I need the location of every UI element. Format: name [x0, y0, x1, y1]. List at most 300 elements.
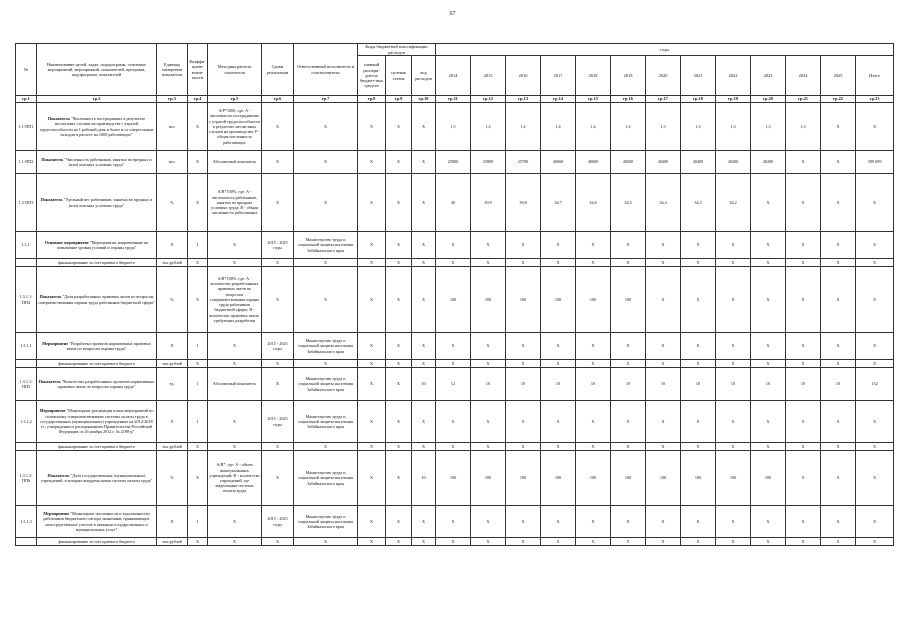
- cell-year-value: 25700: [506, 151, 541, 174]
- cell-b3: X: [412, 360, 436, 368]
- row-name-text: финансирование за счет краевого бюджета: [58, 360, 135, 366]
- cell-year-value: X: [856, 232, 894, 259]
- cell-year-value: X: [856, 259, 894, 267]
- cell-year-value: 100: [576, 267, 611, 333]
- cell-year-value: 10: [716, 368, 751, 401]
- cell-year-value: 100: [611, 451, 646, 506]
- cell-year-value: 10: [471, 368, 506, 401]
- cell-year-value: X: [611, 259, 646, 267]
- cell-method: А/В*100%, где: А - количество разработанных правовых актов по вопросам совершенствования охраны труда работников бюджетной сферы; В - количество правовых актов, требующих разработки: [208, 267, 262, 333]
- cell-year-value: X: [751, 174, 786, 232]
- cell-year-value: X: [821, 232, 856, 259]
- cell-year-value: 34,2: [716, 174, 751, 232]
- cell-year-value: X: [681, 443, 716, 451]
- cell-b1: X: [358, 506, 386, 538]
- row-name-text: "Мониторинг численности и задолженности работников бюджетного сектора экономики, принимающих непосредственное участие в оказании государственных и муниципальных услуг": [43, 511, 150, 532]
- column-number: гр.12: [471, 96, 506, 103]
- cell-method: X: [208, 333, 262, 360]
- cell-unit: ед.: [157, 368, 188, 401]
- column-number: гр.1: [16, 96, 37, 103]
- column-number: гр.5: [208, 96, 262, 103]
- cell-b3: X: [412, 267, 436, 333]
- cell-coef: 1: [188, 232, 208, 259]
- cell-year-value: 1,3: [646, 103, 681, 151]
- cell-year-value: X: [786, 443, 821, 451]
- cell-b2: X: [386, 267, 412, 333]
- cell-year-value: 1,4: [471, 103, 506, 151]
- cell-b3: X: [412, 538, 436, 546]
- row-name-lead: Мероприятие: [43, 511, 70, 517]
- cell-unit: чел.: [157, 151, 188, 174]
- cell-year-value: X: [436, 443, 471, 451]
- cell-b1: X: [358, 368, 386, 401]
- cell-b2: X: [386, 401, 412, 443]
- cell-year-value: X: [751, 401, 786, 443]
- cell-year-value: X: [716, 360, 751, 368]
- row-name-lead: Основное мероприятие: [44, 239, 89, 245]
- table-row: [16, 401, 894, 443]
- cell-b2: X: [386, 451, 412, 506]
- cell-method: X: [208, 360, 262, 368]
- column-number: гр.16: [611, 96, 646, 103]
- cell-b3: 10: [412, 451, 436, 506]
- cell-b2: X: [386, 151, 412, 174]
- cell-b1: X: [358, 451, 386, 506]
- cell-year-value: 25800: [471, 151, 506, 174]
- column-number: гр.14: [541, 96, 576, 103]
- row-name-text: "Количество разработанных проектов нормативных правовых актов по вопросам охраны труда": [57, 378, 155, 389]
- cell-method: X: [208, 401, 262, 443]
- row-code: 1.2-ПП3: [16, 174, 37, 232]
- cell-b1: X: [358, 151, 386, 174]
- cell-unit: X: [157, 333, 188, 360]
- cell-year-value: X: [436, 506, 471, 538]
- cell-year-value: X: [681, 401, 716, 443]
- cell-b2: X: [386, 232, 412, 259]
- header-year: 2017: [541, 56, 576, 96]
- column-number: гр.7: [294, 96, 358, 103]
- header-years: годы: [436, 44, 894, 56]
- cell-coef: X: [188, 259, 208, 267]
- cell-year-value: X: [751, 267, 786, 333]
- cell-year-value: X: [471, 538, 506, 546]
- cell-year-value: X: [506, 360, 541, 368]
- cell-year-value: X: [786, 232, 821, 259]
- column-number: гр.9: [386, 96, 412, 103]
- cell-year-value: X: [471, 401, 506, 443]
- cell-year-value: X: [681, 333, 716, 360]
- cell-year-value: X: [786, 401, 821, 443]
- row-code: 1.1-ПП2: [16, 151, 37, 174]
- cell-year-value: 399 699: [856, 151, 894, 174]
- cell-resp: Министерство труда и социальной защиты населения Забайкальского края: [294, 333, 358, 360]
- cell-b1: X: [358, 538, 386, 546]
- cell-year-value: 100: [751, 451, 786, 506]
- cell-year-value: 10: [646, 368, 681, 401]
- cell-year-value: 40200: [751, 151, 786, 174]
- header-budget-article: целевая статья: [386, 56, 412, 96]
- cell-coef: X: [188, 151, 208, 174]
- cell-year-value: 10: [786, 368, 821, 401]
- row-code: 1.3.1.1-ПП4: [16, 267, 37, 333]
- cell-year-value: 1,5: [436, 103, 471, 151]
- cell-year-value: X: [681, 267, 716, 333]
- cell-year-value: 100: [716, 451, 751, 506]
- row-name-text: "Мероприятия, направленные на повышение уровня условий и охраны труда": [56, 239, 149, 250]
- cell-year-value: X: [506, 333, 541, 360]
- cell-coef: X: [188, 103, 208, 151]
- cell-year-value: X: [786, 360, 821, 368]
- table-row: [16, 151, 894, 174]
- row-name: [37, 538, 157, 546]
- row-name-text: "Разработка проектов нормативных правовых актов по вопросам охраны труда": [66, 340, 151, 351]
- cell-year-value: X: [681, 538, 716, 546]
- cell-year-value: 10: [576, 368, 611, 401]
- header-year: 2014: [436, 56, 471, 96]
- column-numbers-row: [16, 96, 894, 103]
- table-row: [16, 103, 894, 151]
- cell-year-value: X: [471, 232, 506, 259]
- cell-method: А/В*, где: А - объем вышеуказанных учреждений; В - количество учреждений, где выделенные системы оплаты труда: [208, 451, 262, 506]
- cell-year-value: X: [821, 538, 856, 546]
- header-year: 2016: [506, 56, 541, 96]
- cell-year-value: X: [751, 333, 786, 360]
- cell-year-value: X: [716, 333, 751, 360]
- cell-year-value: 100: [541, 267, 576, 333]
- cell-unit: %: [157, 267, 188, 333]
- cell-year-value: X: [576, 538, 611, 546]
- cell-year-value: X: [786, 333, 821, 360]
- cell-term: 2015 - 2025 годы: [262, 232, 294, 259]
- cell-coef: 1: [188, 368, 208, 401]
- cell-year-value: X: [751, 232, 786, 259]
- cell-year-value: X: [716, 401, 751, 443]
- cell-b3: X: [412, 443, 436, 451]
- row-name-text: "Численность работников, занятых во вредных и (или) опасных условиях труда": [63, 156, 152, 167]
- cell-year-value: X: [716, 232, 751, 259]
- cell-unit: чел.: [157, 103, 188, 151]
- header-budget-expense: код расходов: [412, 56, 436, 96]
- column-number: гр.21: [786, 96, 821, 103]
- cell-b1: X: [358, 333, 386, 360]
- row-name: [37, 267, 157, 333]
- cell-term: X: [262, 267, 294, 333]
- cell-year-value: X: [506, 506, 541, 538]
- row-name-text: финансирование за счет краевого бюджета: [58, 443, 135, 449]
- cell-year-value: 40: [436, 174, 471, 232]
- column-number: гр.22: [821, 96, 856, 103]
- cell-b2: X: [386, 360, 412, 368]
- cell-year-value: X: [716, 259, 751, 267]
- cell-resp: X: [294, 103, 358, 151]
- cell-b3: X: [412, 506, 436, 538]
- cell-year-value: X: [611, 538, 646, 546]
- page-number: 67: [449, 11, 456, 17]
- row-name: [37, 443, 157, 451]
- row-name: [37, 368, 157, 401]
- cell-year-value: X: [786, 174, 821, 232]
- cell-year-value: 100: [646, 451, 681, 506]
- cell-method: А/В*100%, где: А - численность работников, занятых во вредных условиях труда; В - общая численность работающих: [208, 174, 262, 232]
- cell-year-value: 40300: [716, 151, 751, 174]
- cell-resp: X: [294, 151, 358, 174]
- cell-year-value: X: [786, 151, 821, 174]
- cell-year-value: X: [611, 506, 646, 538]
- row-name: [37, 333, 157, 360]
- cell-year-value: X: [786, 451, 821, 506]
- row-code: [16, 443, 37, 451]
- cell-year-value: X: [646, 506, 681, 538]
- cell-year-value: X: [856, 538, 894, 546]
- cell-year-value: X: [506, 401, 541, 443]
- cell-year-value: 132: [856, 368, 894, 401]
- cell-year-value: 25800: [436, 151, 471, 174]
- cell-year-value: 100: [541, 451, 576, 506]
- cell-resp: Министерство труда и социальной защиты населения Забайкальского края: [294, 232, 358, 259]
- cell-method: А/Р*1000, где: А - численность пострадавших с утратой трудоспособности в результате несчастных случаев на производстве; Р - общая численность работающих: [208, 103, 262, 151]
- cell-year-value: 39,8: [506, 174, 541, 232]
- row-name-lead: Показатель: [41, 156, 64, 162]
- row-name: [37, 174, 157, 232]
- cell-resp: X: [294, 360, 358, 368]
- cell-year-value: 40500: [611, 151, 646, 174]
- cell-year-value: X: [436, 401, 471, 443]
- cell-year-value: X: [681, 259, 716, 267]
- cell-term: 2015 - 2025 годы: [262, 401, 294, 443]
- cell-term: X: [262, 151, 294, 174]
- header-year: 2023: [751, 56, 786, 96]
- cell-year-value: 1,4: [576, 103, 611, 151]
- cell-year-value: X: [786, 538, 821, 546]
- row-name: [37, 451, 157, 506]
- cell-unit: тыс.рублей: [157, 259, 188, 267]
- table-row: [16, 333, 894, 360]
- header-budget-codes: Коды бюджетной классификации расходов: [358, 44, 436, 56]
- cell-year-value: 40400: [646, 151, 681, 174]
- cell-coef: X: [188, 174, 208, 232]
- header-name: Наименование целей, задач, подпрограмм, основных мероприятий, мероприятий, показателей, программ, подпрограмм, показателей: [37, 44, 157, 96]
- cell-b2: X: [386, 443, 412, 451]
- cell-unit: %: [157, 451, 188, 506]
- cell-year-value: 10: [611, 368, 646, 401]
- cell-year-value: 100: [576, 451, 611, 506]
- row-code: 1.3.1.1-ПП5: [16, 368, 37, 401]
- cell-term: X: [262, 443, 294, 451]
- column-number: гр.13: [506, 96, 541, 103]
- cell-year-value: X: [856, 401, 894, 443]
- row-code: 1.1-ПП1: [16, 103, 37, 151]
- column-number: гр.10: [412, 96, 436, 103]
- cell-b1: X: [358, 443, 386, 451]
- cell-coef: X: [188, 538, 208, 546]
- header-year: 2015: [471, 56, 506, 96]
- cell-year-value: 10: [506, 368, 541, 401]
- cell-resp: Министерство труда и социальной защиты населения Забайкальского края: [294, 451, 358, 506]
- cell-year-value: X: [716, 506, 751, 538]
- cell-coef: 1: [188, 333, 208, 360]
- cell-b1: X: [358, 360, 386, 368]
- header-year: Итого: [856, 56, 894, 96]
- cell-year-value: X: [436, 333, 471, 360]
- program-table: [15, 43, 894, 546]
- cell-year-value: 34,7: [541, 174, 576, 232]
- cell-year-value: X: [821, 174, 856, 232]
- header-year: 2022: [716, 56, 751, 96]
- cell-year-value: X: [576, 443, 611, 451]
- cell-b3: X: [412, 151, 436, 174]
- table-row: [16, 360, 894, 368]
- cell-year-value: X: [506, 232, 541, 259]
- cell-method: Абсолютный показатель: [208, 151, 262, 174]
- row-name-text: "Численность пострадавших в результате несчастных случаев на производстве с утратой трудоспособности на 1 рабочий день и более и со смертельным исходом в расчете на 1000 работающих": [39, 116, 154, 137]
- cell-coef: X: [188, 451, 208, 506]
- cell-year-value: X: [471, 443, 506, 451]
- table-row: [16, 451, 894, 506]
- cell-year-value: X: [821, 267, 856, 333]
- cell-year-value: X: [611, 333, 646, 360]
- cell-year-value: X: [821, 401, 856, 443]
- cell-year-value: X: [506, 259, 541, 267]
- cell-year-value: X: [716, 538, 751, 546]
- cell-year-value: 100: [681, 451, 716, 506]
- cell-year-value: X: [786, 506, 821, 538]
- cell-b1: X: [358, 232, 386, 259]
- cell-year-value: X: [856, 333, 894, 360]
- cell-year-value: X: [436, 259, 471, 267]
- header-unit: Единица измерения показателя: [157, 44, 188, 96]
- cell-year-value: X: [821, 151, 856, 174]
- cell-year-value: X: [611, 443, 646, 451]
- cell-resp: X: [294, 259, 358, 267]
- row-name-text: финансирование за счет краевого бюджета: [58, 259, 135, 265]
- row-name-lead: Мероприятие: [42, 340, 69, 346]
- cell-year-value: X: [436, 232, 471, 259]
- cell-coef: X: [188, 267, 208, 333]
- header-year: 2018: [576, 56, 611, 96]
- cell-year-value: X: [436, 360, 471, 368]
- cell-unit: тыс.рублей: [157, 538, 188, 546]
- cell-b3: X: [412, 259, 436, 267]
- cell-year-value: X: [856, 443, 894, 451]
- cell-year-value: X: [471, 506, 506, 538]
- column-number: гр.4: [188, 96, 208, 103]
- cell-year-value: 100: [611, 267, 646, 333]
- header-year: 2020: [646, 56, 681, 96]
- cell-method: X: [208, 232, 262, 259]
- cell-b1: X: [358, 401, 386, 443]
- cell-resp: X: [294, 443, 358, 451]
- cell-year-value: 100: [471, 267, 506, 333]
- row-code: 1.3.1.3: [16, 506, 37, 538]
- cell-year-value: X: [856, 174, 894, 232]
- cell-year-value: X: [541, 401, 576, 443]
- cell-year-value: X: [541, 259, 576, 267]
- cell-year-value: 1,4: [506, 103, 541, 151]
- cell-b2: X: [386, 368, 412, 401]
- cell-resp: X: [294, 174, 358, 232]
- cell-year-value: 40400: [681, 151, 716, 174]
- header-year: 2025: [821, 56, 856, 96]
- cell-year-value: X: [821, 103, 856, 151]
- cell-year-value: X: [436, 538, 471, 546]
- cell-year-value: 1,3: [681, 103, 716, 151]
- cell-method: X: [208, 443, 262, 451]
- header-year: 2019: [611, 56, 646, 96]
- cell-year-value: X: [541, 506, 576, 538]
- cell-unit: тыс.рублей: [157, 443, 188, 451]
- cell-b1: X: [358, 174, 386, 232]
- cell-year-value: X: [751, 259, 786, 267]
- cell-year-value: X: [541, 443, 576, 451]
- cell-year-value: X: [471, 360, 506, 368]
- header-num: №: [16, 44, 37, 96]
- cell-year-value: X: [646, 538, 681, 546]
- header-method: Методика расчета показателя: [208, 44, 262, 96]
- row-name-lead: Показатель: [39, 294, 62, 300]
- cell-term: 2015 - 2025 годы: [262, 506, 294, 538]
- cell-year-value: X: [541, 360, 576, 368]
- column-number: гр.15: [576, 96, 611, 103]
- cell-b2: X: [386, 506, 412, 538]
- cell-year-value: X: [856, 360, 894, 368]
- cell-b3: X: [412, 333, 436, 360]
- cell-year-value: X: [716, 267, 751, 333]
- column-number: гр.19: [716, 96, 751, 103]
- cell-year-value: X: [506, 443, 541, 451]
- cell-unit: X: [157, 506, 188, 538]
- cell-b1: X: [358, 259, 386, 267]
- row-name-lead: Показатель: [40, 197, 63, 203]
- row-name-lead: Показатель: [38, 378, 61, 384]
- row-name: [37, 506, 157, 538]
- cell-year-value: X: [611, 360, 646, 368]
- cell-coef: X: [188, 443, 208, 451]
- cell-year-value: 39,9: [471, 174, 506, 232]
- header-year: 2024: [786, 56, 821, 96]
- cell-resp: X: [294, 538, 358, 546]
- table-row: [16, 443, 894, 451]
- cell-year-value: 100: [506, 267, 541, 333]
- cell-year-value: X: [646, 259, 681, 267]
- header-term: Сроки реализации: [262, 44, 294, 96]
- cell-term: X: [262, 538, 294, 546]
- cell-b2: X: [386, 103, 412, 151]
- cell-year-value: X: [786, 267, 821, 333]
- row-code: 1.3.1.2: [16, 401, 37, 443]
- cell-b3: X: [412, 401, 436, 443]
- header-year: 2021: [681, 56, 716, 96]
- cell-year-value: 10: [681, 368, 716, 401]
- cell-year-value: X: [751, 443, 786, 451]
- cell-year-value: X: [646, 443, 681, 451]
- cell-coef: 1: [188, 506, 208, 538]
- cell-term: X: [262, 259, 294, 267]
- cell-term: 2015 - 2025 годы: [262, 333, 294, 360]
- row-name-lead: Показатель: [47, 116, 70, 122]
- cell-year-value: X: [541, 538, 576, 546]
- table-row: [16, 174, 894, 232]
- row-name: [37, 151, 157, 174]
- cell-term: X: [262, 451, 294, 506]
- cell-year-value: 40668: [541, 151, 576, 174]
- cell-coef: 1: [188, 401, 208, 443]
- cell-year-value: X: [716, 443, 751, 451]
- row-name-text: "Доля разработанных правовых актов по вопросам совершенствования охраны труда работников бюджетной сферы": [38, 294, 155, 305]
- cell-unit: тыс.рублей: [157, 360, 188, 368]
- row-name: [37, 259, 157, 267]
- cell-b3: X: [412, 232, 436, 259]
- table-row: [16, 267, 894, 333]
